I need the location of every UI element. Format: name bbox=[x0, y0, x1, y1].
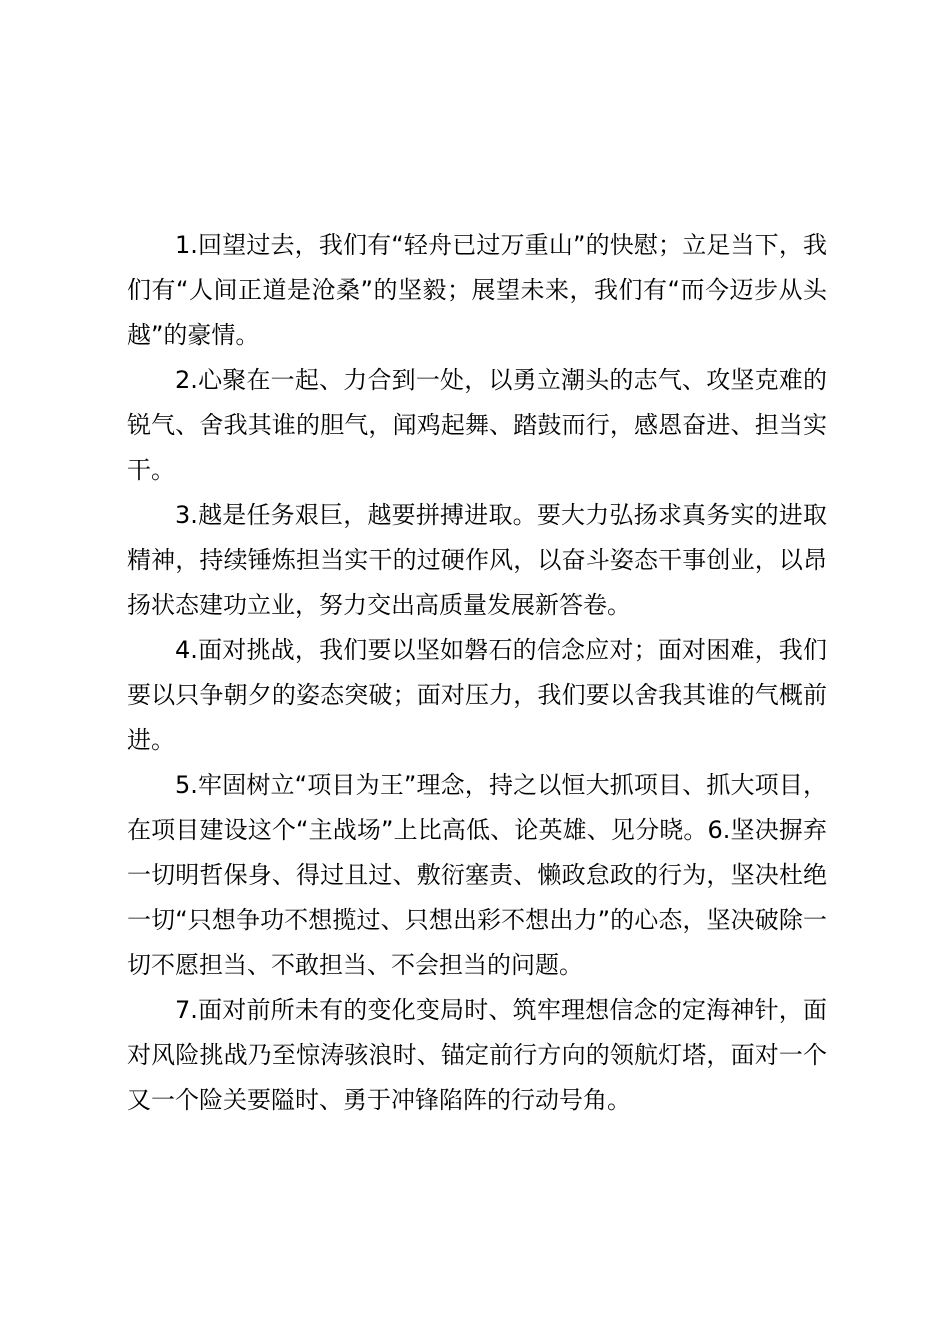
paragraph-6: 7.面对前所未有的变化变局时、筑牢理想信念的定海神针，面对风险挑战乃至惊涛骇浪时、锚定前行方向的领航灯塔，面对一个又一个险关要隘时、勇于冲锋陷阵的行动号角。 bbox=[127, 996, 827, 1114]
paragraph-3: 3.越是任务艰巨，越要拼搏进取。要大力弘扬求真务实的进取精神，持续锤炼担当实干的过硬作风，以奋斗姿态干事创业，以昂扬状态建功立业，努力交出高质量发展新答卷。 bbox=[127, 501, 827, 619]
paragraph-2: 2.心聚在一起、力合到一处，以勇立潮头的志气、攻坚克难的锐气、舍我其谁的胆气，闻鸡起舞、踏鼓而行，感恩奋进、担当实干。 bbox=[127, 366, 827, 484]
paragraph-1: 1.回望过去，我们有“轻舟已过万重山”的快慰；立足当下，我们有“人间正道是沧桑”的坚毅；展望未来，我们有“而今迈步从头越”的豪情。 bbox=[127, 231, 827, 349]
document-body bbox=[127, 223, 827, 1123]
paragraph-4: 4.面对挑战，我们要以坚如磐石的信念应对；面对困难，我们要以只争朝夕的姿态突破；面对压力，我们要以舍我其谁的气概前进。 bbox=[127, 636, 827, 754]
paragraph-5: 5.牢固树立“项目为王”理念，持之以恒大抓项目、抓大项目，在项目建设这个“主战场”上比高低、论英雄、见分晓。6.坚决摒弃一切明哲保身、得过且过、敷衍塞责、懒政怠政的行为，坚决杜绝一切“只想争功不想揽过、只想出彩不想出力”的心态，坚决破除一切不愿担当、不敢担当、不会担当的问题。 bbox=[127, 771, 827, 979]
